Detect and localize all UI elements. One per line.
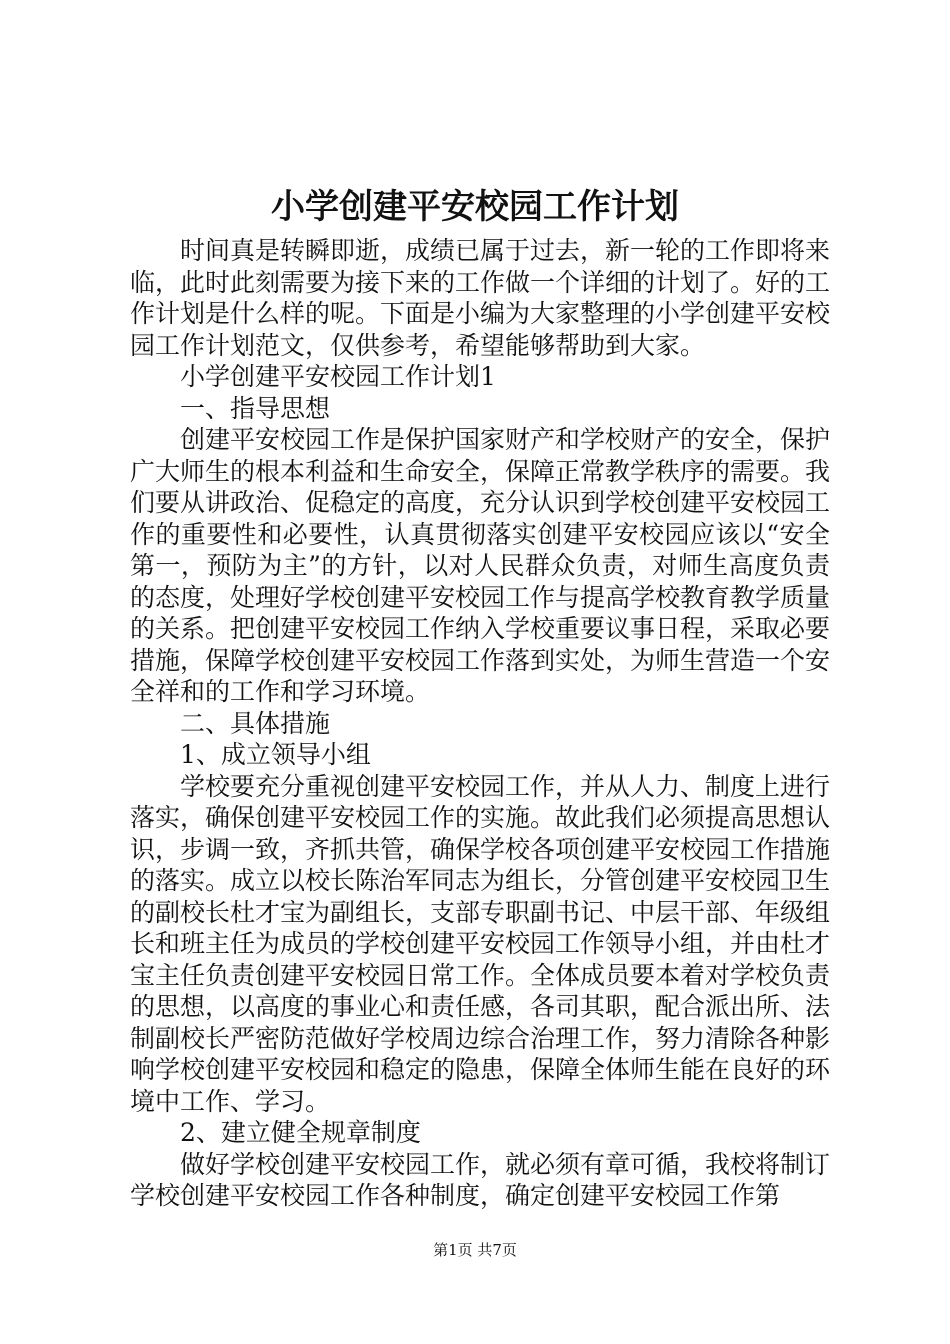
document-title: 小学创建平安校园工作计划 (271, 187, 679, 227)
section-heading-guiding-thought: 一、指导思想 (180, 393, 331, 423)
intro-paragraph: 时间真是转瞬即逝，成绩已属于过去，新一轮的工作即将来临，此时此刻需要为接下来的工作做一个详细的计划了。好的工作计划是什么样的呢。下面是小编为大家整理的小学创建平安校园工作计划范文，仅供参考，希望能够帮助到大家。 (130, 236, 831, 360)
plan-heading: 小学创建平安校园工作计划1 (180, 362, 496, 391)
guiding-thought-paragraph: 创建平安校园工作是保护国家财产和学校财产的安全，保护广大师生的根本利益和生命安全，保障正常教学秩序的需要。我们要从讲政治、促稳定的高度，充分认识到学校创建平安校园工作的重要性和必要性，认真贯彻落实创建平安校园应该以“安全第一，预防为主”的方针，以对人民群众负责，对师生高度负责的态度，处理好学校创建平安校园工作与提高学校教育教学质量的关系。把创建平安校园工作纳入学校重要议事日程，采取必要措施，保障学校创建平安校园工作落到实处，为师生营造一个安全祥和的工作和学习环境。 (130, 425, 831, 706)
section-heading-measures: 二、具体措施 (180, 708, 331, 738)
subheading-rules: 2、建立健全规章制度 (180, 1118, 421, 1147)
document-body (130, 235, 830, 1212)
rules-paragraph: 做好学校创建平安校园工作，就必须有章可循，我校将制订学校创建平安校园工作各种制度，确定创建平安校园工作第 (130, 1149, 831, 1210)
leadership-group-paragraph: 学校要充分重视创建平安校园工作，并从人力、制度上进行落实，确保创建平安校园工作的实施。故此我们必须提高思想认识，步调一致，齐抓共管，确保学校各项创建平安校园工作措施的落实。成立以校长陈治军同志为组长，分管创建平安校园卫生的副校长杜才宝为副组长，支部专职副书记、中层干部、年级组长和班主任为成员的学校创建平安校园工作领导小组，并由杜才宝主任负责创建平安校园日常工作。全体成员要本着对学校负责的思想，以高度的事业心和责任感，各司其职，配合派出所、法制副校长严密防范做好学校周边综合治理工作，努力清除各种影响学校创建平安校园和稳定的隐患，保障全体师生能在良好的环境中工作、学习。 (130, 771, 831, 1116)
page-footer: 第1页 共7页 (433, 1241, 517, 1259)
subheading-leadership-group: 1、成立领导小组 (180, 740, 371, 769)
